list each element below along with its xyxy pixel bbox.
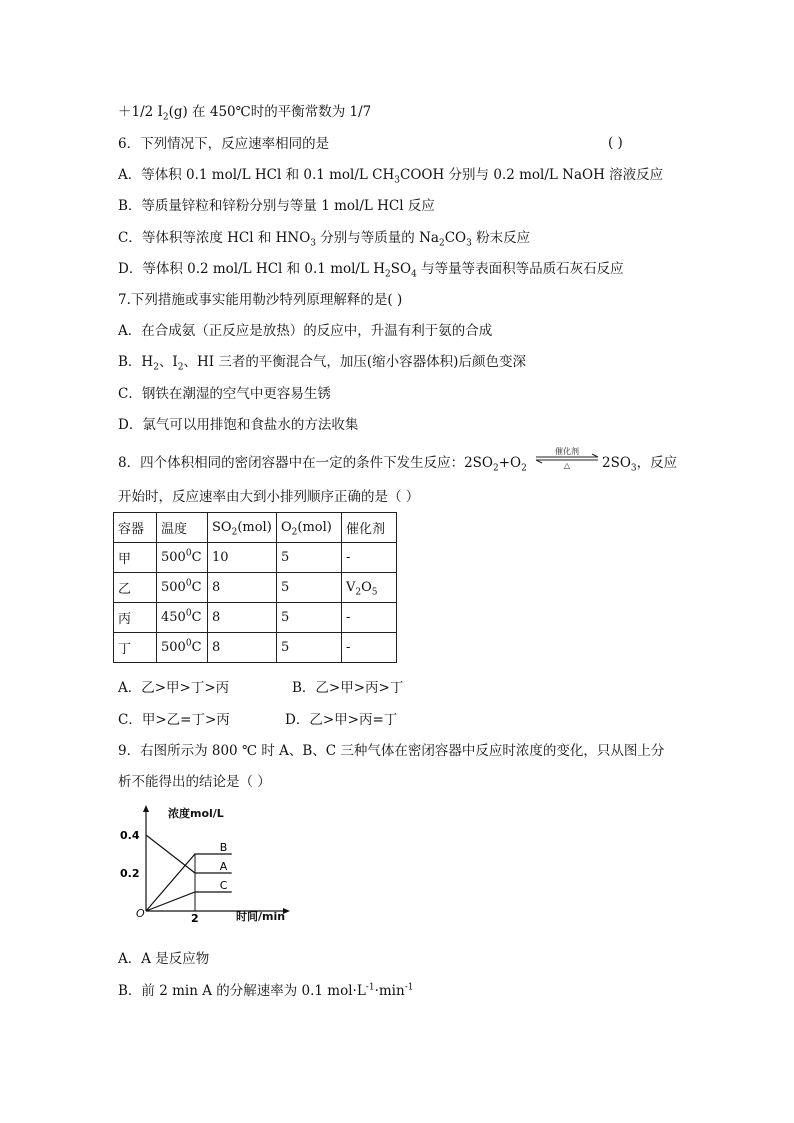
header-temperature: 温度 bbox=[157, 513, 208, 543]
header-o2-unit: (mol) bbox=[297, 520, 332, 535]
q6d-sub: 2 bbox=[385, 269, 391, 280]
temp-value: 500 bbox=[161, 550, 186, 565]
header-catalyst: 催化剂 bbox=[342, 513, 397, 543]
q6c-text: C．等体积等浓度 HCl 和 HNO bbox=[118, 230, 311, 246]
q7-stem-text: 7.下列措施或事实能用勒沙特列原理解释的是( ) bbox=[118, 292, 403, 308]
q9a-text: A．A 是反应物 bbox=[118, 951, 210, 967]
y-axis-label: 浓度mol/L bbox=[168, 807, 224, 820]
header-o2-text: O bbox=[281, 520, 292, 535]
header-so2-unit: (mol) bbox=[237, 520, 272, 535]
temp-unit: C bbox=[191, 640, 202, 655]
chart-lines bbox=[146, 835, 232, 911]
q8-option-c bbox=[118, 711, 230, 729]
q7-option-a bbox=[118, 322, 492, 340]
q9-option-a bbox=[118, 950, 209, 968]
row-o2: 5 bbox=[277, 633, 342, 663]
row-name: 丙 bbox=[114, 603, 157, 633]
temp-unit: C bbox=[191, 550, 202, 565]
q5-text-2: (g) 在 450℃时的平衡常数为 1/7 bbox=[168, 104, 372, 120]
q6d-text-3: 与等量等表面积等品质石灰石反应 bbox=[416, 261, 624, 277]
series-label-c: C bbox=[219, 879, 228, 892]
series-label-b: B bbox=[219, 841, 228, 854]
row-temp bbox=[157, 543, 208, 573]
q6c-sub-3: 3 bbox=[466, 238, 472, 249]
y-axis-arrow bbox=[143, 805, 149, 812]
y-tick-label: 0.4 bbox=[120, 829, 140, 842]
q8-stem2-text: 开始时，反应速率由大到小排列顺序正确的是（ ） bbox=[118, 489, 420, 505]
q6-option-c bbox=[118, 229, 530, 247]
q9-stem-2 bbox=[118, 773, 271, 791]
q6-stem-text: 6．下列情况下，反应速率相同的是 bbox=[118, 136, 330, 152]
q9-stem-text: 9．右图所示为 800 ℃ 时 A、B、C 三种气体在密闭容器中反应时浓度的变化，只从图上分 bbox=[118, 743, 665, 759]
q6-option-d bbox=[118, 260, 624, 278]
q6a-text: A．等体积 0.1 mol/L HCl 和 0.1 mol/L CH bbox=[118, 167, 395, 183]
temp-unit: C bbox=[191, 610, 202, 625]
row-so2: 10 bbox=[208, 543, 277, 573]
x-axis-label: 时间/min bbox=[236, 910, 286, 923]
header-container: 容器 bbox=[114, 513, 157, 543]
q8-option-d bbox=[285, 711, 397, 729]
row-catalyst: - bbox=[342, 603, 397, 633]
q6c-text-2: 分别与等质量的 Na bbox=[316, 230, 439, 246]
catalyst-label: 催化剂 bbox=[555, 447, 579, 456]
q6c-text-3: CO bbox=[444, 230, 467, 246]
q7-option-d bbox=[118, 416, 358, 434]
temp-degree: 0 bbox=[185, 608, 192, 619]
q7d-text: D．氯气可以用排饱和食盐水的方法收集 bbox=[118, 417, 359, 433]
series-line-c bbox=[146, 892, 232, 911]
table-row bbox=[114, 633, 397, 663]
q7b-sub: 2 bbox=[153, 362, 159, 373]
q6d-sub-2: 4 bbox=[411, 269, 417, 280]
q7a-text: A．在合成氨（正反应是放热）的反应中，升温有利于氨的合成 bbox=[118, 323, 493, 339]
catalyst-text: V bbox=[346, 580, 356, 595]
q5-sub: 2 bbox=[162, 112, 169, 123]
q8-stem-2 bbox=[118, 488, 419, 506]
table-header-row bbox=[114, 513, 397, 543]
q8-eq-right-text: 2SO bbox=[602, 455, 631, 471]
table-row bbox=[114, 543, 397, 573]
q8-option-b bbox=[292, 679, 403, 697]
x-tick-label: 2 bbox=[191, 912, 199, 925]
q7-option-c bbox=[118, 385, 331, 403]
row-o2: 5 bbox=[277, 543, 342, 573]
q5-text: ＋1/2 I bbox=[118, 104, 163, 120]
temp-value: 450 bbox=[161, 610, 186, 625]
q8-eq-text: 2SO bbox=[464, 455, 493, 471]
q6d-text: D．等体积 0.2 mol/L HCl 和 0.1 mol/L H bbox=[118, 261, 386, 277]
row-temp bbox=[157, 603, 208, 633]
catalyst-sub: 2 bbox=[355, 587, 362, 598]
row-name: 乙 bbox=[114, 573, 157, 603]
q8c-text: C．甲>乙=丁>丙 bbox=[118, 712, 230, 728]
q8-eq-right bbox=[602, 454, 677, 472]
q6-option-a bbox=[118, 166, 663, 184]
q6-stem bbox=[118, 135, 329, 153]
table-row bbox=[114, 603, 397, 633]
series-label-a: A bbox=[219, 860, 228, 873]
q9b-text: B．前 2 min A 的分解速率为 0.1 mol·L bbox=[118, 983, 366, 999]
temp-degree: 0 bbox=[185, 548, 192, 559]
row-name: 丁 bbox=[114, 633, 157, 663]
catalyst-sub-2: 5 bbox=[371, 587, 378, 598]
chart-svg bbox=[118, 803, 298, 925]
q9-stem2-text: 析不能得出的结论是（ ） bbox=[118, 774, 271, 790]
row-o2: 5 bbox=[277, 603, 342, 633]
q9b-sup: -1 bbox=[365, 982, 375, 993]
q6c-text-4: 粉末反应 bbox=[471, 230, 531, 246]
q6-option-b bbox=[118, 197, 435, 215]
row-so2: 8 bbox=[208, 633, 277, 663]
row-so2: 8 bbox=[208, 603, 277, 633]
header-o2 bbox=[277, 513, 342, 543]
q8-table bbox=[113, 512, 397, 663]
q7-stem bbox=[118, 291, 402, 309]
header-so2 bbox=[208, 513, 277, 543]
q6c-sub: 3 bbox=[310, 238, 317, 249]
reversible-arrow bbox=[532, 446, 602, 474]
q8-option-a bbox=[118, 679, 229, 697]
concentration-chart bbox=[118, 803, 298, 929]
header-so2-sub: 2 bbox=[231, 527, 238, 538]
q7-option-b bbox=[118, 353, 526, 371]
temp-value: 500 bbox=[161, 580, 186, 595]
origin-label: O bbox=[136, 907, 145, 920]
row-o2: 5 bbox=[277, 573, 342, 603]
q7b-text-3: 、HI 三者的平衡混合气，加压(缩小容器体积)后颜色变深 bbox=[183, 354, 526, 370]
q8b-text: B．乙>甲>丙>丁 bbox=[292, 680, 404, 696]
q8-eq-sub-2: 2 bbox=[521, 463, 527, 474]
reversible-arrow-icon bbox=[532, 446, 602, 470]
row-catalyst: - bbox=[342, 543, 397, 573]
table-row bbox=[114, 573, 397, 603]
q6b-text: B．等质量锌粒和锌粉分别与等量 1 mol/L HCl 反应 bbox=[118, 198, 435, 214]
q9-stem bbox=[118, 742, 664, 760]
q6a-sub: 3 bbox=[394, 175, 401, 186]
row-temp bbox=[157, 573, 208, 603]
row-catalyst bbox=[342, 573, 397, 603]
row-name: 甲 bbox=[114, 543, 157, 573]
q6-answer-paren: ( ) bbox=[608, 135, 623, 151]
header-o2-sub: 2 bbox=[291, 527, 298, 538]
q8-stem-text: 8．四个体积相同的密闭容器中在一定的条件下发生反应： bbox=[118, 455, 465, 471]
q8d-text: D．乙>甲>丙=丁 bbox=[285, 712, 398, 728]
heat-label: △ bbox=[563, 461, 571, 470]
q7b-text-2: 、I bbox=[158, 354, 178, 370]
q6c-sub-2: 2 bbox=[438, 238, 445, 249]
q9b-sup-2: -1 bbox=[404, 982, 414, 993]
q8-eq-right-sub: 3 bbox=[630, 463, 637, 474]
q5-tail-line bbox=[118, 103, 371, 121]
q8-stem bbox=[118, 454, 527, 472]
q7c-text: C．钢铁在潮湿的空气中更容易生锈 bbox=[118, 386, 331, 402]
y-tick-label: 0.2 bbox=[120, 867, 140, 880]
q6d-text-2: SO bbox=[390, 261, 412, 277]
q8a-text: A．乙>甲>丁>丙 bbox=[118, 680, 230, 696]
row-temp bbox=[157, 633, 208, 663]
q9-option-b bbox=[118, 982, 413, 1000]
q8-eq-sub: 2 bbox=[493, 463, 499, 474]
header-so2-text: SO bbox=[212, 520, 232, 535]
row-so2: 8 bbox=[208, 573, 277, 603]
q7b-sub-2: 2 bbox=[177, 362, 184, 373]
q7b-text: B．H bbox=[118, 354, 154, 370]
catalyst-text-2: O bbox=[361, 580, 372, 595]
temp-degree: 0 bbox=[185, 578, 192, 589]
q8-eq-text-2: +O bbox=[498, 455, 522, 471]
temp-value: 500 bbox=[161, 640, 186, 655]
q9b-text-2: ·min bbox=[374, 983, 405, 999]
q6a-text-2: COOH 分别与 0.2 mol/L NaOH 溶液反应 bbox=[400, 167, 664, 183]
row-catalyst: - bbox=[342, 633, 397, 663]
temp-degree: 0 bbox=[185, 638, 192, 649]
q8-eq-right-text-2: ，反应 bbox=[636, 455, 678, 471]
temp-unit: C bbox=[191, 580, 202, 595]
